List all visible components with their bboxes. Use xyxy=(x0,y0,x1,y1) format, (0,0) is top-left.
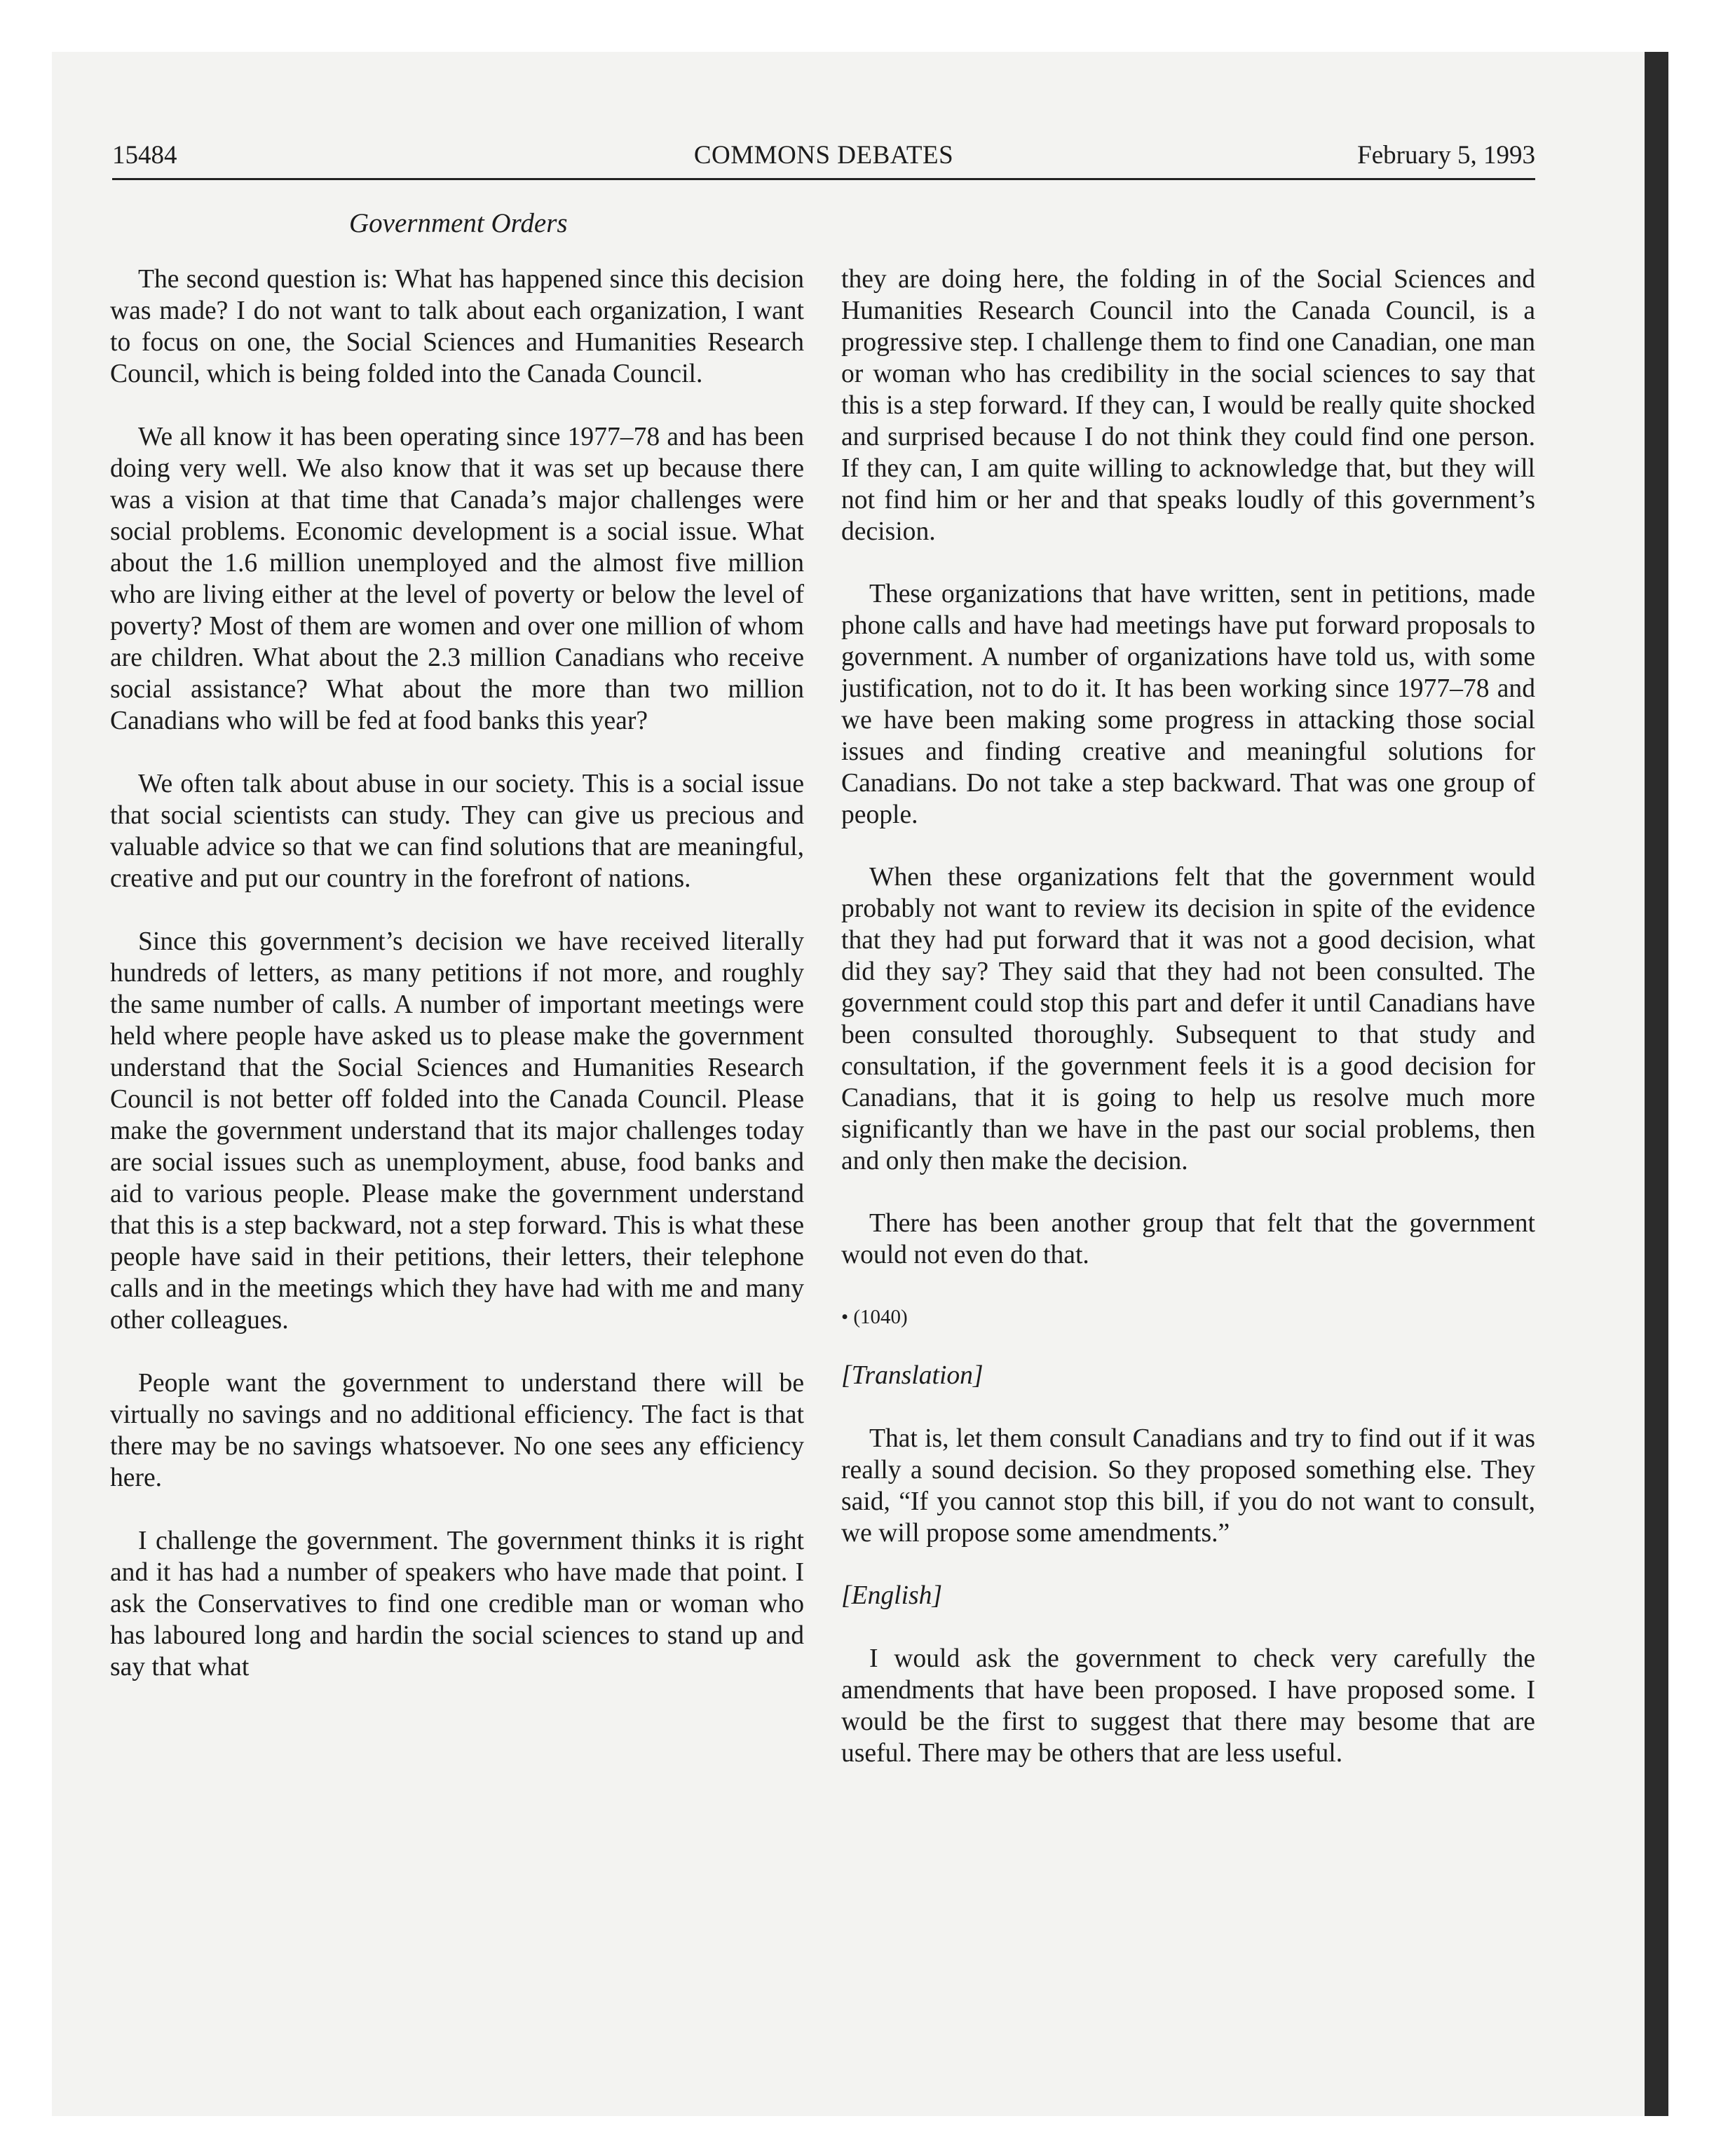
paragraph: Since this government’s decision we have received literally hundreds of letters, as many petitions if not more, and roughly the same number of calls. A number of important meetings were held where people have asked us to please make the government understand that the Social Sciences and Humanities Research Council is not better off folded into the Canada Council. Please make the government understand that its major challenges today are social issues such as unemployment, abuse, food banks and aid to various people. Please make the government understand that this is a step backward, not a step forward. This is what these people have said in their petitions, their letters, their telephone calls and in the meetings which they have had with me and many other colleagues. xyxy=(110,927,804,1335)
section-title: Government Orders xyxy=(349,208,568,238)
scan-edge-shadow xyxy=(1645,52,1668,2116)
page-number: 15484 xyxy=(112,141,177,170)
paragraph: they are doing here, the folding in of the Social Sciences and Humanities Research Council into the Canada Council, is a progressive step. I challenge them to find one Canadian, one man or woman who has credibility in the social sciences to say that this is a step forward. If they can, I would be really quite shocked and surprised because I do not think they could find one person. If they can, I am quite willing to acknowledge that, but they will not find him or her and that speaks loudly of this government’s decision. xyxy=(841,265,1535,546)
paragraph: The second question is: What has happened since this decision was made? I do not want to talk about each organization, I want to focus on one, the Social Sciences and Humanities Research Council, which is being folded into the Canada Council. xyxy=(110,265,804,388)
translation-label: [Translation] xyxy=(841,1361,984,1390)
paragraph: I challenge the government. The government thinks it is right and it has had a number of speakers who have made that point. I ask the Conservatives to find one credible man or woman who has laboured long and hardin the social sciences to stand up and say that what xyxy=(110,1527,804,1681)
time-marker: • (1040) xyxy=(841,1306,908,1328)
publication-title: COMMONS DEBATES xyxy=(693,141,954,170)
paragraph: There has been another group that felt that the government would not even do that. xyxy=(841,1209,1535,1269)
paragraph: People want the government to understand there will be virtually no savings and no additional efficiency. The fact is that there may be no savings whatsoever. No one sees any efficiency here. xyxy=(110,1369,804,1492)
paragraph: We all know it has been operating since 1977–78 and has been doing very well. We also know that it was set up because there was a vision at that time that Canada’s major challenges were social problems. Economic development is a social issue. What about the 1.6 million unemployed and the almost five million who are living either at the level of poverty or below the level of poverty? Most of them are women and over one million of whom are children. What about the 2.3 million Canadians who receive social assistance? What about the more than two million Canadians who will be fed at food banks this year? xyxy=(110,423,804,735)
english-label: [English] xyxy=(841,1581,943,1610)
paragraph: These organizations that have written, sent in petitions, made phone calls and have had meetings have put forward proposals to government. A number of organizations have told us, with some justification, not to do it. It has been working since 1977–78 and we have been making some progress in attacking those social issues and finding creative and meaningful solutions for Canadians. Do not take a step backward. That was one group of people. xyxy=(841,580,1535,829)
publication-date: February 5, 1993 xyxy=(1357,141,1535,170)
page-header xyxy=(112,140,1535,180)
paragraph: I would ask the government to check very carefully the amendments that have been proposed. I have proposed some. I would be the first to suggest that there may besome that are useful. There may be others that are less useful. xyxy=(841,1644,1535,1768)
paragraph: That is, let them consult Canadians and try to find out if it was really a sound decision. So they proposed something else. They said, “If you cannot stop this bill, if you do not want to consult, we will propose some amendments.” xyxy=(841,1424,1535,1548)
left-column xyxy=(110,264,804,1714)
paragraph: When these organizations felt that the government would probably not want to review its decision in spite of the evidence that they had put forward that it was not a good decision, what did they say? They said that they had not been consulted. The government could stop this part and defer it until Canadians have been consulted thoroughly. Subsequent to that study and consultation, if the government feels it is a good decision for Canadians, that it is going to help us resolve much more significantly than we have in the past our social problems, then and only then make the decision. xyxy=(841,863,1535,1175)
paragraph: We often talk about abuse in our society. This is a social issue that social scientists can study. They can give us precious and valuable advice so that we can find solutions that are meaningful, creative and put our country in the forefront of nations. xyxy=(110,770,804,893)
right-column xyxy=(841,264,1535,1800)
